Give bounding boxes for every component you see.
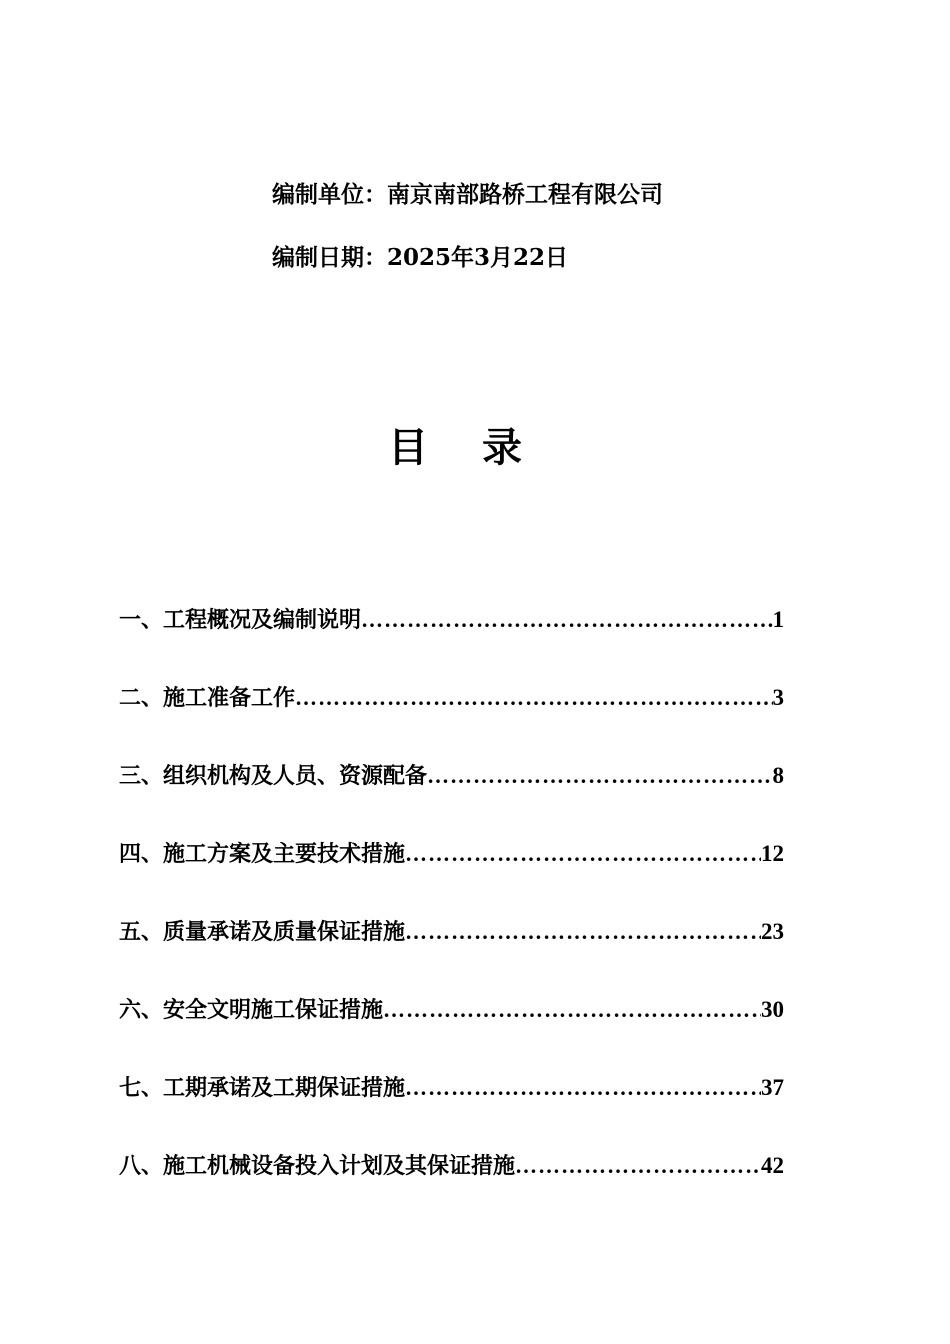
toc-item[interactable] [119, 994, 784, 1072]
toc-item-text: 一、工程概况及编制说明 [119, 607, 362, 633]
toc-item[interactable] [119, 682, 784, 760]
toc-leader-dots [405, 1072, 761, 1104]
toc-item-page: 30 [761, 997, 784, 1022]
toc-item-page: 12 [761, 841, 784, 866]
toc-item-text: 四、施工方案及主要技术措施 [119, 841, 406, 867]
toc-item[interactable] [119, 760, 784, 838]
toc-item-text: 八、施工机械设备投入计划及其保证措施 [119, 1153, 516, 1179]
toc-leader-dots [295, 682, 772, 714]
toc-item-text: 二、施工准备工作 [119, 685, 296, 711]
toc-item[interactable] [119, 1150, 784, 1228]
compiling-date: 编制日期：2025年3月22日 [272, 244, 569, 271]
toc-item-text: 六、安全文明施工保证措施 [119, 997, 384, 1023]
toc-item-page: 42 [761, 1153, 784, 1178]
toc-item[interactable] [119, 838, 784, 916]
toc-item-page: 8 [772, 763, 784, 788]
toc-leader-dots [515, 1150, 761, 1182]
toc-title: 目 录 [388, 424, 542, 471]
toc-item-text: 三、组织机构及人员、资源配备 [119, 763, 428, 789]
toc-leader-dots [427, 760, 772, 792]
toc-leader-dots [405, 838, 761, 870]
toc-item-page: 37 [761, 1075, 784, 1100]
toc-item[interactable] [119, 916, 784, 994]
toc-item[interactable] [119, 604, 784, 682]
toc-item[interactable] [119, 1072, 784, 1150]
compiling-unit: 编制单位：南京南部路桥工程有限公司 [272, 181, 663, 208]
toc-leader-dots [383, 994, 761, 1026]
toc-item-text: 七、工期承诺及工期保证措施 [119, 1075, 406, 1101]
toc-item-page: 23 [761, 919, 784, 944]
toc-list [119, 604, 784, 1228]
toc-leader-dots [361, 604, 772, 636]
toc-leader-dots [405, 916, 761, 948]
toc-item-page: 1 [772, 607, 784, 632]
toc-item-page: 3 [772, 685, 784, 710]
toc-item-text: 五、质量承诺及质量保证措施 [119, 919, 406, 945]
